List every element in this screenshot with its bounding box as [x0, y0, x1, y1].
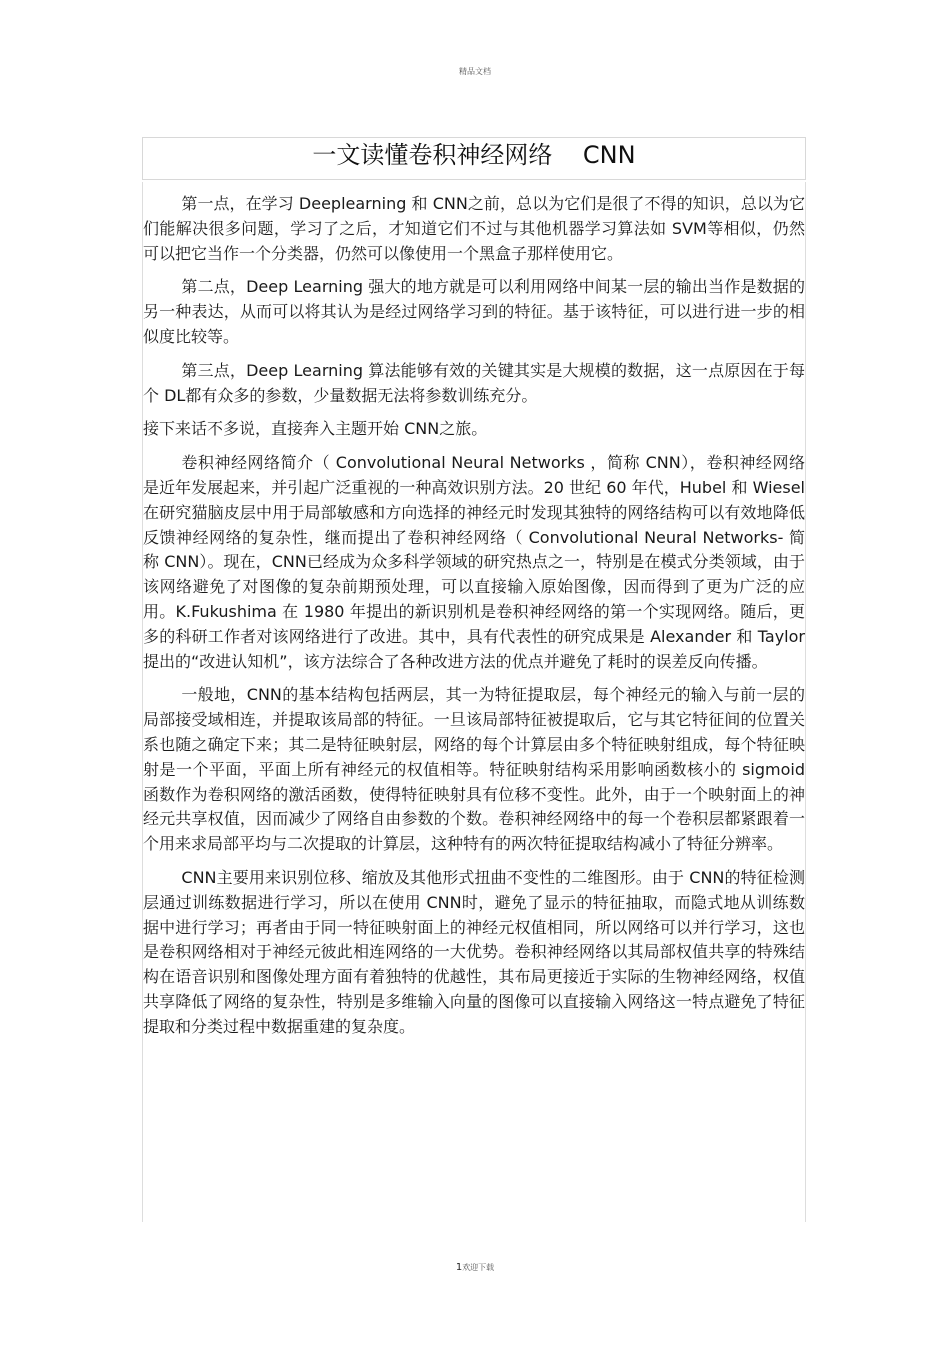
paragraph-5: 卷积神经网络简介（ Convolutional Neural Networks ，简称 CNN），卷积神经网络是近年发展起来，并引起广泛重视的一种高效识别方法。20 世纪 60 年代，Hubel 和 Wiesel 在研究猫脑皮层中用于局部敏感和方向选择的神经元时发现其独特的网络结构可以有效地降低反馈神经网络的复杂性，继而提出了卷积神经网络（ Convolutional Neural Networks- 简称 CNN）。现在，CNN已经成为众多科学领域的研究热点之一，特别是在模式分类领域，由于该网络避免了对图像的复杂前期预处理，可以直接输入原始图像，因而得到了更为广泛的应用。K.Fukushima 在 1980 年提出的新识别机是卷积神经网络的第一个实现网络。随后，更多的科研工作者对该网络进行了改进。其中，具有代表性的研究成果是 Alexander 和 Taylor 提出的“改进认知机”，该方法综合了各种改进方法的优点并避免了耗时的误差反向传播。	[143, 453, 805, 671]
paragraph-2: 第二点，Deep Learning 强大的地方就是可以利用网络中间某一层的输出当作是数据的另一种表达，从而可以将其认为是经过网络学习到的特征。基于该特征，可以进行进一步的相似度比较等。	[143, 277, 805, 346]
paragraph-4: 接下来话不多说，直接奔入主题开始 CNN之旅。	[143, 419, 488, 439]
page-number: 1	[455, 1262, 463, 1273]
paragraph-6: 一般地，CNN的基本结构包括两层，其一为特征提取层，每个神经元的输入与前一层的局部接受域相连，并提取该局部的特征。一旦该局部特征被提取后，它与其它特征间的位置关系也随之确定下来；其二是特征映射层，网络的每个计算层由多个特征映射组成，每个特征映射是一个平面，平面上所有神经元的权值相等。特征映射结构采用影响函数核小的 sigmoid 函数作为卷积网络的激活函数，使得特征映射具有位移不变性。此外，由于一个映射面上的神经元共享权值，因而减少了网络自由参数的个数。卷积神经网络中的每一个卷积层都紧跟着一个用来求局部平均与二次提取的计算层，这种特有的两次特征提取结构减小了特征分辨率。	[143, 685, 805, 854]
paragraph-7: CNN主要用来识别位移、缩放及其他形式扭曲不变性的二维图形。由于 CNN的特征检测层通过训练数据进行学习，所以在使用 CNN时，避免了显示的特征抽取，而隐式地从训练数据中进行学习；再者由于同一特征映射面上的神经元权值相同，所以网络可以并行学习，这也是卷积网络相对于神经元彼此相连网络的一大优势。卷积神经网络以其局部权值共享的特殊结构在语音识别和图像处理方面有着独特的优越性，其布局更接近于实际的生物神经网络，权值共享降低了网络的复杂性，特别是多维输入向量的图像可以直接输入网络这一特点避免了特征提取和分类过程中数据重建的复杂度。	[143, 867, 805, 1036]
page-header: 精品文档	[459, 67, 491, 76]
document-title: 一文读懂卷积神经网络 CNN	[312, 141, 636, 169]
paragraph-3: 第三点，Deep Learning 算法能够有效的关键其实是大规模的数据，这一点原因在于每个 DL都有众多的参数，少量数据无法将参数训练充分。	[143, 360, 805, 405]
paragraph-1: 第一点，在学习 Deeplearning 和 CNN之前，总以为它们是很了不得的知识，总以为它们能解决很多问题，学习了之后，才知道它们不过与其他机器学习算法如 SVM等相似，仍然可以把它当作一个分类器，仍然可以像使用一个黑盒子那样使用它。	[143, 194, 805, 263]
page-footer	[0, 1262, 950, 1273]
footer-text: 欢迎下载	[462, 1263, 495, 1272]
document-body	[143, 192, 805, 1049]
